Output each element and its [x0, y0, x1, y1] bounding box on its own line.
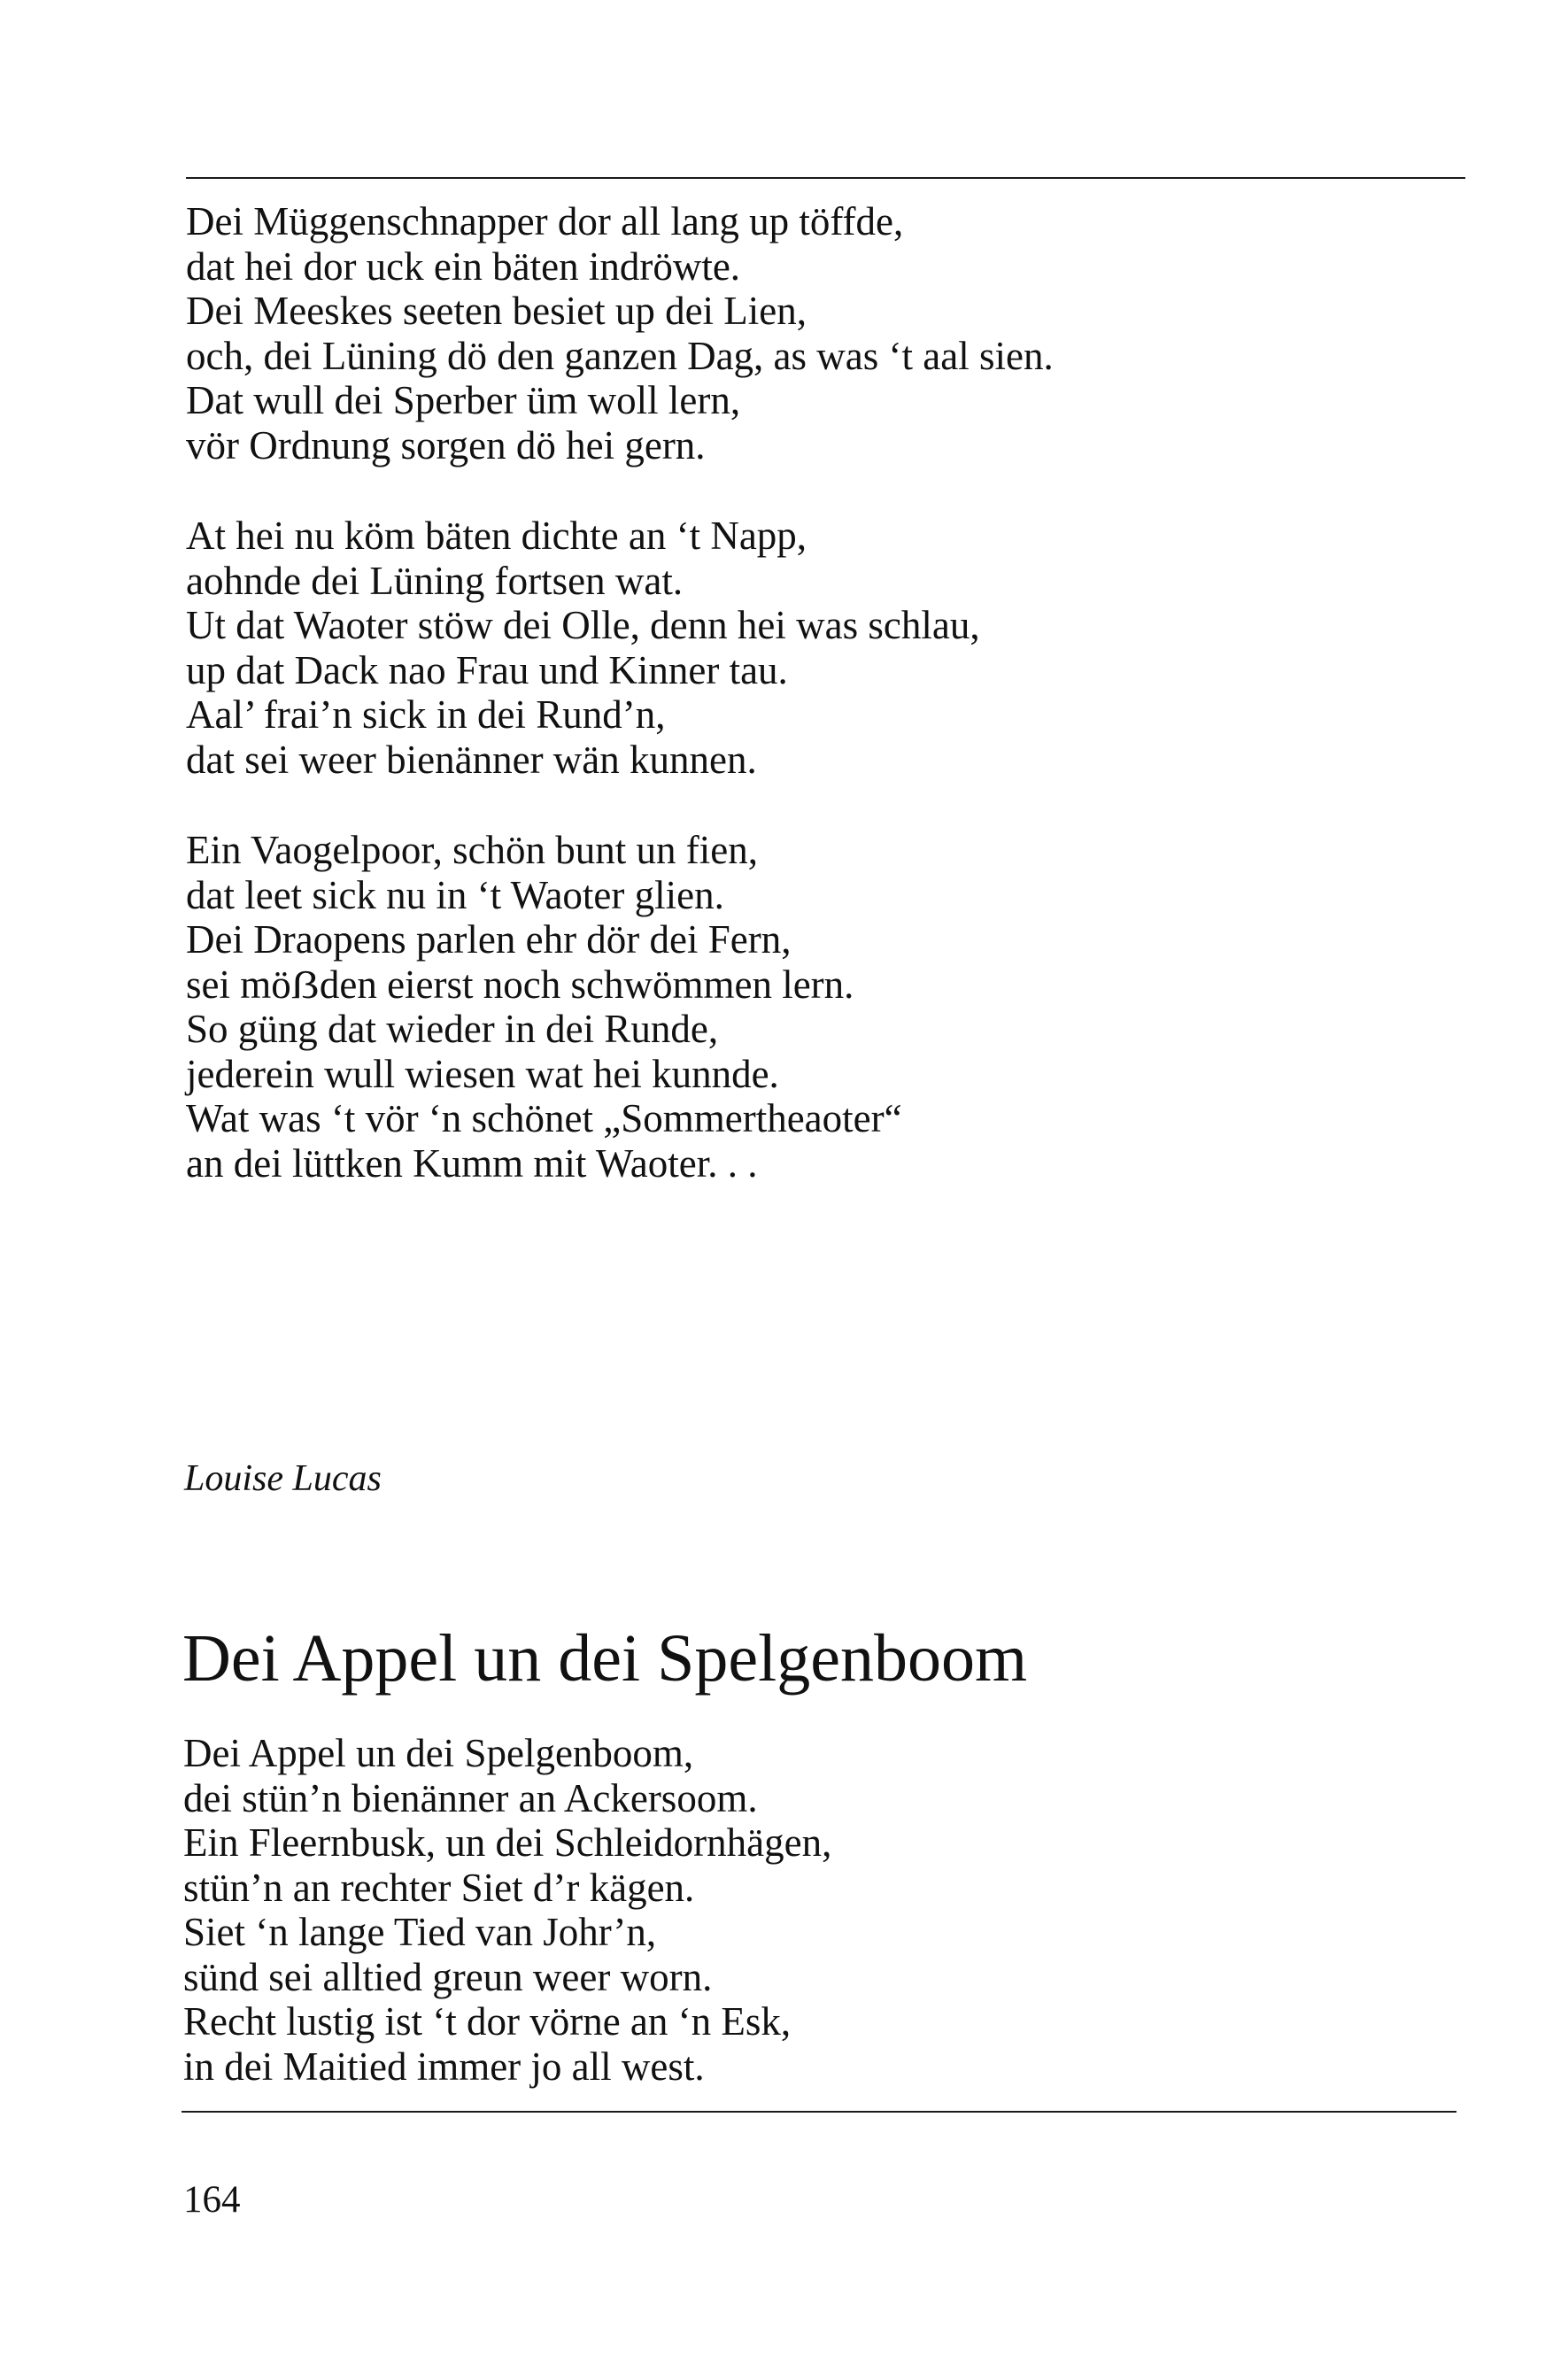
verse-line: dat leet sick nu in ‘t Waoter glien. [186, 872, 724, 917]
verse-line: in dei Maitied immer jo all west. [183, 2044, 705, 2089]
stanza [186, 828, 902, 1186]
verse-line: Ut dat Waoter stöw dei Olle, denn hei was schlau, [186, 603, 980, 647]
verse-line: dat sei weer bienänner wän kunnen. [186, 737, 757, 782]
verse-line: an dei lüttken Kumm mit Waoter. . . [186, 1140, 758, 1186]
verse-line: Dei Appel un dei Spelgenboom, [183, 1731, 694, 1775]
verse-line: Aal’ frai’n sick in dei Rund’n, [186, 692, 666, 737]
verse-line: aohnde dei Lüning fortsen wat. [186, 558, 684, 603]
verse-line: vör Ordnung sorgen dö hei gern. [186, 422, 706, 468]
page-number: 164 [183, 2179, 241, 2221]
verse-line: Dei Meeskes seeten besiet up dei Lien, [186, 289, 807, 333]
top-rule [186, 177, 1465, 179]
verse-line: stün’n an rechter Siet d’r kägen. [183, 1865, 695, 1910]
verse-line: Dei Draopens parlen ehr dör dei Fern, [186, 917, 792, 962]
verse-line: At hei nu köm bäten dichte an ‘t Napp, [186, 514, 807, 558]
verse-line: Dat wull dei Sperber üm woll lern, [186, 378, 741, 422]
verse-line: sei möẞden eierst noch schwömmen lern. [186, 962, 854, 1007]
poem-title: Dei Appel un dei Spelgenboom [182, 1621, 1028, 1696]
verse-line: Ein Fleernbusk, un dei Schleidornhägen, [183, 1820, 832, 1865]
verse-line: Siet ‘n lange Tied van Johr’n, [183, 1910, 657, 1954]
bottom-rule [182, 2111, 1456, 2113]
verse-line: up dat Dack nao Frau und Kinner tau. [186, 647, 788, 692]
verse-line: jederein wull wiesen wat hei kunnde. [186, 1051, 779, 1096]
verse-line: Dei Müggenschnapper dor all lang up töffde, [186, 199, 904, 243]
stanza [186, 199, 1054, 468]
verse-line: dat hei dor uck ein bäten indröwte. [186, 243, 741, 289]
verse-line: dei stün’n bienänner an Ackersoom. [183, 1775, 758, 1820]
verse-line: Recht lustig ist ‘t dor vörne an ‘n Esk, [183, 1999, 792, 2044]
verse-line: sünd sei alltied greun weer worn. [183, 1954, 713, 1999]
verse-line: Wat was ‘t vör ‘n schönet „Sommertheaoter“ [186, 1096, 902, 1140]
stanza [186, 514, 980, 782]
verse-line: Ein Vaogelpoor, schön bunt un fien, [186, 828, 759, 872]
stanza [183, 1731, 831, 2089]
verse-line: So güng dat wieder in dei Runde, [186, 1007, 719, 1051]
verse-line: och, dei Lüning dö den ganzen Dag, as was ‘t aal sien. [186, 333, 1054, 378]
poem-author: Louise Lucas [184, 1458, 382, 1499]
